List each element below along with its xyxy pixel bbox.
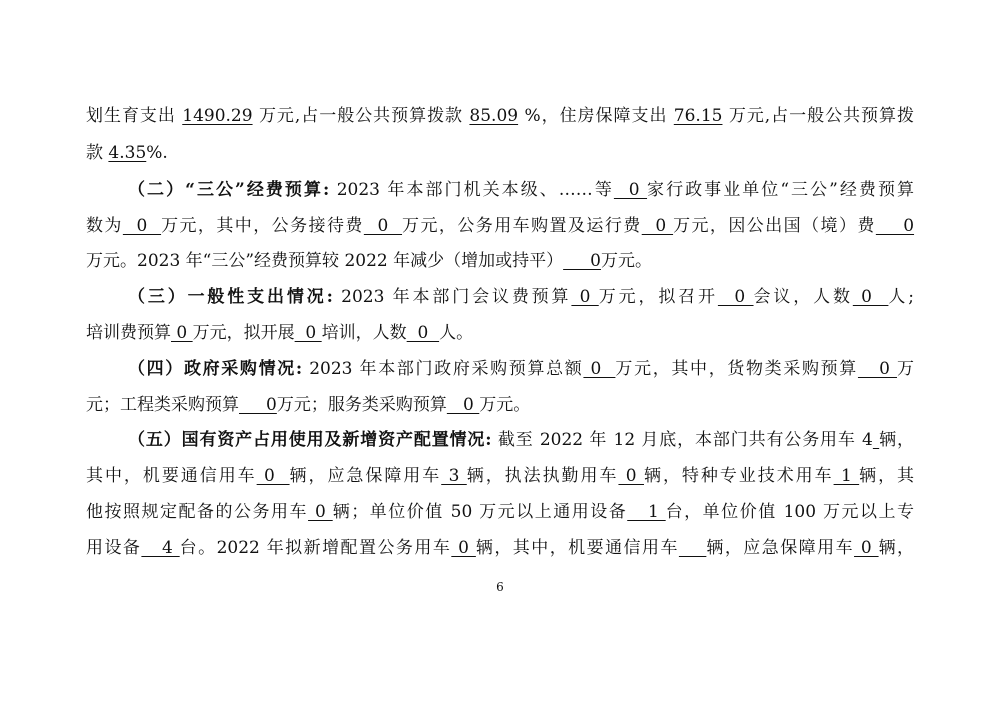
underlined-value: 0 (563, 251, 601, 271)
text-run: 万元。 (600, 251, 652, 271)
text-run: 万元，公务用车购置及运行费 (402, 216, 642, 236)
text-line (86, 249, 914, 273)
section-2-heading-line (128, 178, 914, 202)
text-run: 辆；单位价值 50 万元以上通用设备 (332, 502, 628, 522)
text-run: 他按照规定配备的公务用车 (86, 502, 309, 522)
underlined-value: 0 (363, 216, 403, 236)
underlined-value: 0 (308, 502, 333, 522)
text-run: 辆，执法执勤用车 (466, 466, 619, 486)
text-run: 万元，其中，货物类采购预算 (615, 359, 858, 379)
text-run: 截至 2022 年 12 月底，本部门共有公务用车 4 (491, 430, 873, 450)
section-3-heading-line (128, 285, 914, 309)
page-number: 6 (496, 580, 504, 594)
text-run: 辆， (878, 538, 915, 558)
text-run: 人; (888, 287, 915, 307)
text-line (86, 536, 914, 560)
underlined-value: 0 (294, 323, 322, 343)
text-run: 万元，拟开展 (192, 323, 295, 343)
text-run: 辆，应急保障用车 (289, 466, 442, 486)
text-run: 划生育支出 (86, 106, 183, 126)
underlined-value: 0 (852, 287, 889, 307)
text-run: 万 (897, 359, 915, 379)
underlined-value: 1490.29 (182, 106, 253, 126)
text-run: 万元。2023 年“三公”经费预算较 2022 年减少（增加或持平） (86, 251, 564, 271)
text-run: 人。 (439, 323, 474, 343)
text-run: 用设备 (86, 538, 142, 558)
section-heading: （二）“三公”经费预算: (128, 180, 330, 200)
text-run: 款 (86, 143, 109, 163)
underlined-value: 1 (627, 502, 666, 522)
text-run: 2023 年本部门机关本级、……等 (329, 180, 614, 200)
text-run: 辆， (879, 430, 915, 450)
text-line (86, 141, 914, 165)
text-run: 培训费预算 (86, 323, 171, 343)
text-run: 元；工程类采购预算 (86, 395, 239, 415)
underlined-value: 0 (122, 216, 162, 236)
text-run: 辆，应急保障用车 (706, 538, 855, 558)
section-heading: （五）国有资产占用使用及新增资产配置情况: (128, 430, 492, 450)
underlined-value (679, 538, 706, 558)
underlined-value: 76.15 (673, 106, 723, 126)
underlined-value: 0 (256, 466, 290, 486)
underlined-value: 0 (613, 180, 648, 200)
text-line (86, 393, 914, 417)
section-heading: （三）一般性支出情况: (128, 287, 333, 307)
section-5-heading-line (128, 428, 914, 452)
text-run: 2023 年本部门政府采购预算总额 (302, 359, 584, 379)
text-run: 万元,占一般公共预算拨款 (252, 106, 470, 126)
text-run: 辆，其 (859, 466, 915, 486)
text-run: 万元，因公出国（境）费 (673, 216, 876, 236)
underlined-value: 0 (857, 359, 898, 379)
text-run: 台。2022 年拟新增配置公务用车 (179, 538, 452, 558)
section-heading: （四）政府采购情况: (128, 359, 303, 379)
text-line (86, 321, 914, 345)
underlined-value: 3 (441, 466, 467, 486)
section-4-heading-line (128, 357, 914, 381)
underlined-value: 0 (451, 538, 476, 558)
underlined-value: 0 (446, 395, 480, 415)
text-line (86, 214, 914, 238)
text-run: 培训，人数 (321, 323, 407, 343)
underlined-value: 0 (583, 359, 616, 379)
text-run: 会议，人数 (753, 287, 853, 307)
underlined-value: 0 (717, 287, 754, 307)
text-line (86, 500, 914, 524)
underlined-value: 0 (641, 216, 674, 236)
text-run: %. (146, 143, 168, 163)
text-run: 辆，其中，机要通信用车 (475, 538, 679, 558)
underlined-value: 85.09 (469, 106, 519, 126)
underlined-value: 0 (171, 323, 193, 343)
text-run: 万元,占一般公共预算拨 (722, 106, 914, 126)
text-line (86, 464, 914, 488)
text-run: 万元；服务类采购预算 (276, 395, 447, 415)
underlined-value: 0 (406, 323, 440, 343)
text-run: 家行政事业单位“三公”经费预算 (647, 180, 914, 200)
text-run: 辆，特种专业技术用车 (643, 466, 834, 486)
text-run: 台，单位价值 100 万元以上专 (665, 502, 914, 522)
text-run: 数为 (86, 216, 123, 236)
text-line (86, 104, 914, 128)
text-run: 2023 年本部门会议费预算 (332, 287, 572, 307)
text-run: 万元。 (479, 395, 531, 415)
underlined-value: 0 (239, 395, 277, 415)
text-run: 万元，其中，公务接待费 (161, 216, 364, 236)
underlined-value: 0 (854, 538, 879, 558)
underlined-value: 4 (141, 538, 180, 558)
text-run: 万元，拟召开 (598, 287, 718, 307)
underlined-value: 0 (618, 466, 644, 486)
text-run: %，住房保障支出 (518, 106, 674, 126)
underlined-value: 1 (833, 466, 860, 486)
underlined-value: 0 (571, 287, 599, 307)
underlined-value: 4.35 (108, 143, 147, 163)
text-run: 其中，机要通信用车 (86, 466, 257, 486)
underlined-value: 0 (875, 216, 915, 236)
